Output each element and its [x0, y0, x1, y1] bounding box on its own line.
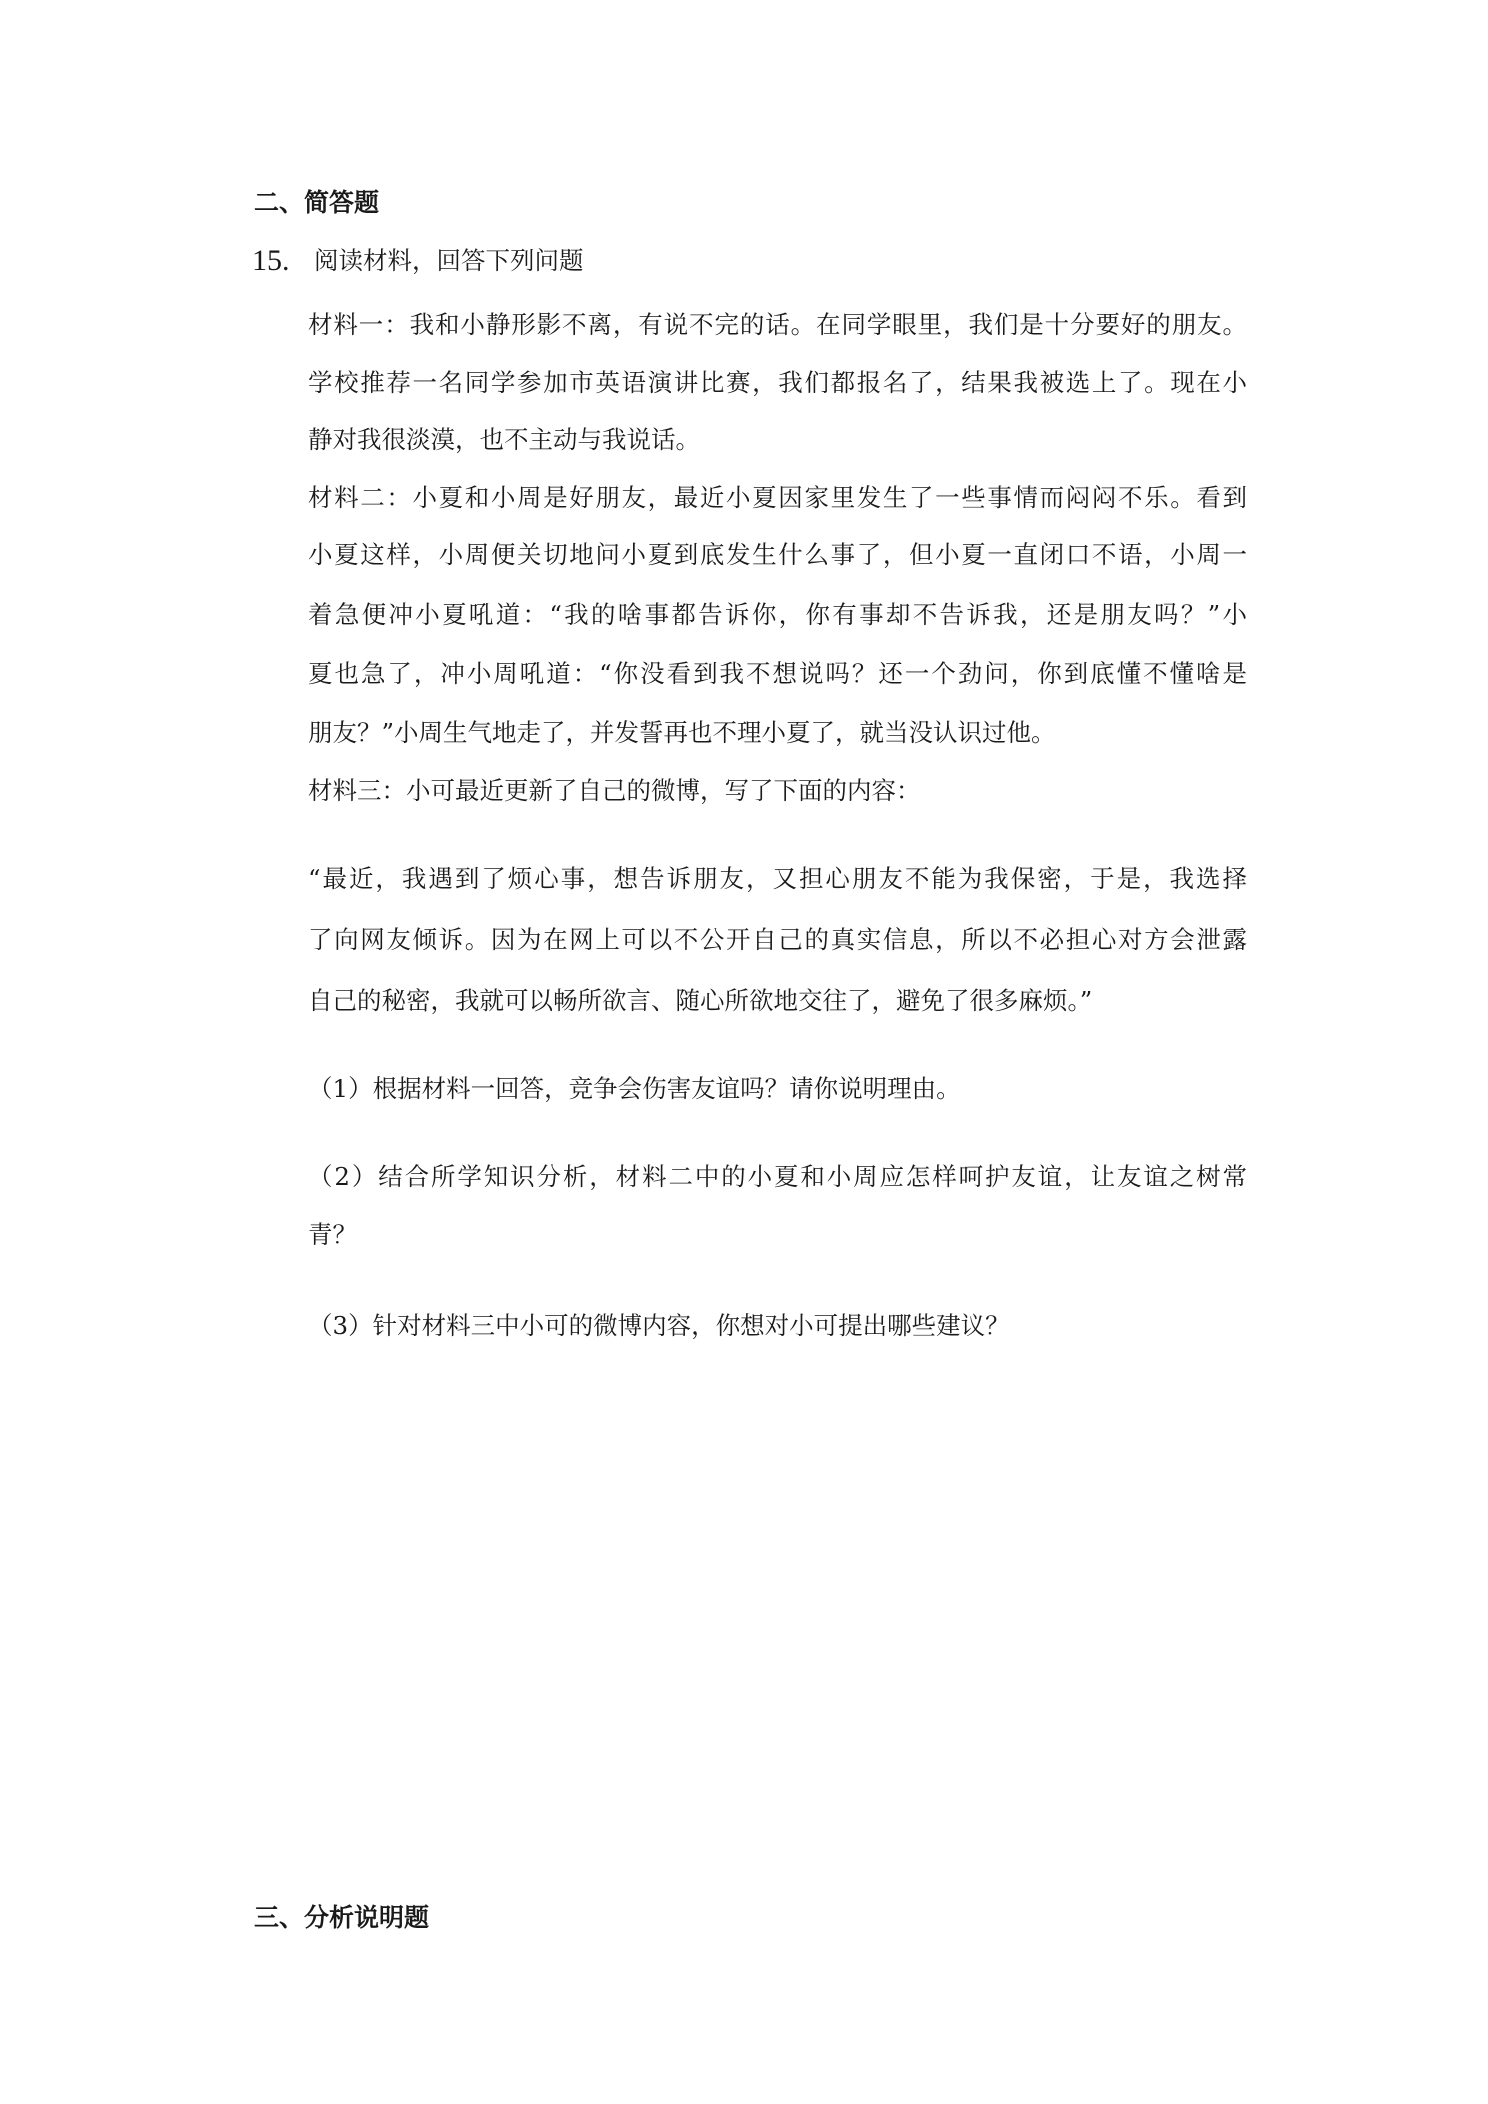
material-one-line: 学校推荐一名同学参加市英语演讲比赛，我们都报名了，结果我被选上了。现在小: [308, 368, 1247, 397]
sub-question-line: （2）结合所学知识分析，材料二中的小夏和小周应怎样呵护友谊，让友谊之树常: [308, 1162, 1247, 1191]
material-two-line: 夏也急了，冲小周吼道：“你没看到我不想说吗？还一个劲问，你到底懂不懂啥是: [308, 659, 1247, 688]
material-one-line: 材料一：我和小静形影不离，有说不完的话。在同学眼里，我们是十分要好的朋友。: [308, 310, 1247, 339]
question-prompt: 阅读材料，回答下列问题: [314, 246, 584, 275]
sub-question-line: （3）针对材料三中小可的微博内容，你想对小可提出哪些建议？: [308, 1311, 1010, 1340]
sub-question-line: （1）根据材料一回答，竞争会伤害友谊吗？请你说明理由。: [308, 1074, 961, 1103]
material-two-line: 材料二：小夏和小周是好朋友，最近小夏因家里发生了一些事情而闷闷不乐。看到: [308, 483, 1247, 512]
sub-question-line: 青？: [308, 1220, 357, 1249]
question-number: 15.: [252, 244, 290, 277]
weibo-quote-line: 了向网友倾诉。因为在网上可以不公开自己的真实信息，所以不必担心对方会泄露: [308, 925, 1247, 954]
material-three-line: 材料三：小可最近更新了自己的微博，写了下面的内容：: [308, 776, 921, 805]
section-heading-short-answer: 二、简答题: [254, 188, 380, 217]
material-two-line: 朋友？”小周生气地走了，并发誓再也不理小夏了，就当没认识过他。: [308, 718, 1056, 747]
material-one-line: 静对我很淡漠，也不主动与我说话。: [308, 425, 700, 454]
material-two-line: 小夏这样，小周便关切地问小夏到底发生什么事了，但小夏一直闭口不语，小周一: [308, 540, 1247, 569]
material-two-line: 着急便冲小夏吼道：“我的啥事都告诉你，你有事却不告诉我，还是朋友吗？”小: [308, 600, 1247, 629]
weibo-quote-line: “最近，我遇到了烦心事，想告诉朋友，又担心朋友不能为我保密，于是，我选择: [308, 864, 1247, 893]
section-heading-analysis: 三、分析说明题: [254, 1903, 430, 1932]
weibo-quote-line: 自己的秘密，我就可以畅所欲言、随心所欲地交往了，避免了很多麻烦。”: [308, 986, 1093, 1015]
